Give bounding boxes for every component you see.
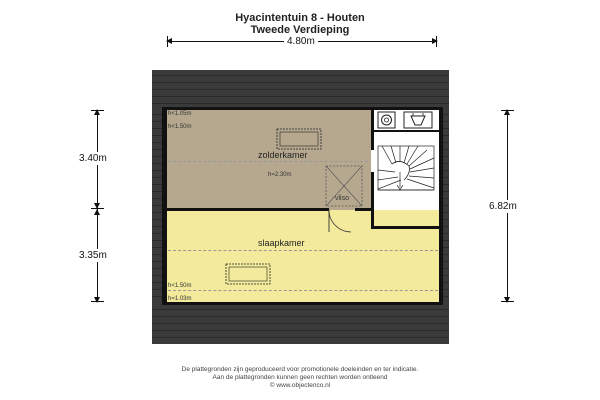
dryer-icon xyxy=(404,112,432,128)
height-note-bottom2: h=1.03m xyxy=(168,296,192,302)
slaapkamer-label: slaapkamer xyxy=(258,238,305,248)
height-note-bottom1: h<1.50m xyxy=(168,283,192,289)
vliso-label: vliso xyxy=(335,195,350,202)
door-swing-icon xyxy=(329,210,351,232)
disclaimer-line-2: Aan de plattegronden kunnen geen rechten worden ontleend xyxy=(212,374,388,381)
stairs-icon xyxy=(378,146,434,190)
height-note-top2: h<1.50m xyxy=(168,124,192,130)
disclaimer xyxy=(0,366,600,390)
copyright-line: © www.objectenco.nl xyxy=(269,382,331,389)
skylight-icon xyxy=(226,264,270,284)
height-note-top1: h<1.05m xyxy=(168,111,192,117)
skylight-icon xyxy=(277,129,321,149)
total-height-label: 6.82m xyxy=(489,201,517,212)
disclaimer-line-1: De plattegronden zijn geproduceerd voor promotionele doeleinden en ter indicatie. xyxy=(181,366,419,373)
washing-machine-icon xyxy=(378,112,395,128)
address-title: Hyacintentuin 8 - Houten xyxy=(235,12,365,24)
zolderkamer-label: zolderkamer xyxy=(258,150,308,160)
lower-height-label: 3.35m xyxy=(79,250,107,261)
width-label: 4.80m xyxy=(284,36,318,47)
upper-height-label: 3.40m xyxy=(79,153,107,164)
height-note-mid: h=2.30m xyxy=(268,172,292,178)
floor-title: Tweede Verdieping xyxy=(250,24,350,36)
